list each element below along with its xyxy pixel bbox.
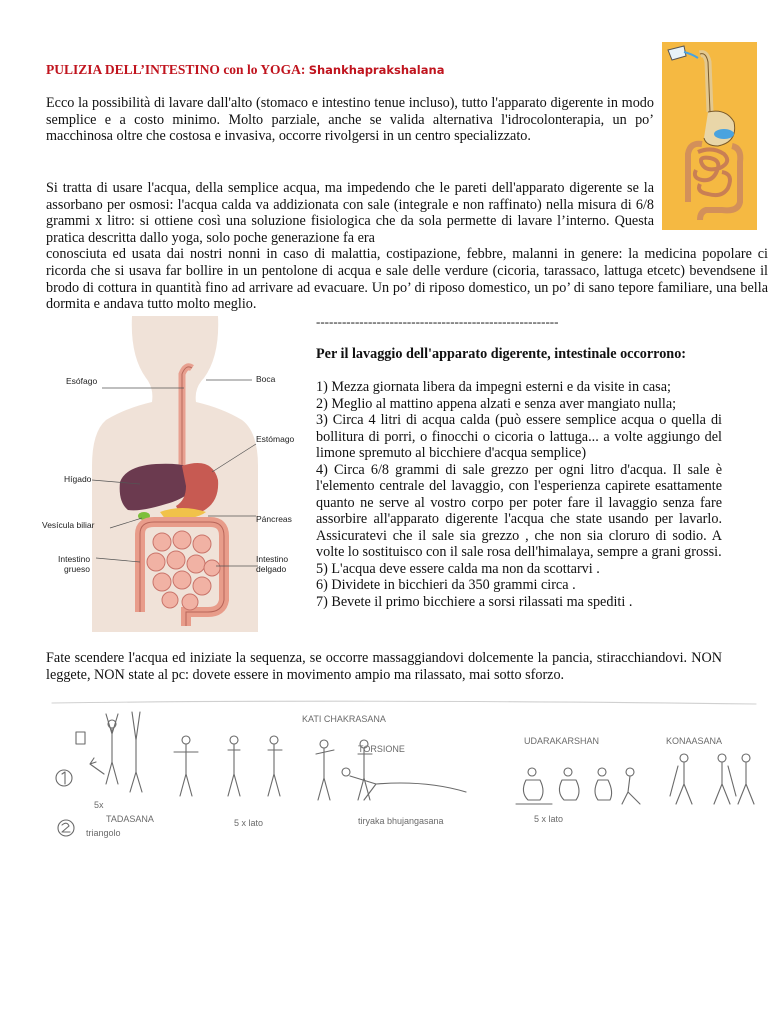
requirement-item-6: 6) Dividete in bicchieri da 350 grammi circa . bbox=[316, 577, 576, 593]
sketch-label-tiryaka: tiryaka bhujangasana bbox=[358, 816, 444, 826]
digestive-system-diagram bbox=[36, 316, 304, 632]
label-intestino-grueso-2: grueso bbox=[64, 564, 90, 574]
sketch-label-tadasana: TADASANA bbox=[106, 814, 154, 824]
sketch-label-five-x: 5x bbox=[94, 800, 104, 810]
separator-line: -------------------------------------------------------- bbox=[316, 314, 559, 329]
intro-paragraph-2 bbox=[46, 180, 768, 313]
sketch-label-udarakarshan: UDARAKARSHAN bbox=[524, 736, 600, 746]
label-boca: Boca bbox=[256, 374, 276, 384]
label-esofago: Esófago bbox=[66, 376, 98, 386]
requirement-item-1: 1) Mezza giornata libera da impegni esterni e da visite in casa; bbox=[316, 379, 671, 395]
requirement-item-7: 7) Bevete il primo bicchiere a sorsi rilassati ma spediti . bbox=[316, 593, 633, 610]
label-intestino-delgado-1: Intestino bbox=[256, 554, 289, 564]
label-intestino-delgado-2: delgado bbox=[256, 564, 287, 574]
label-higado: Hígado bbox=[64, 474, 92, 484]
requirement-item-3: 3) Circa 4 litri di acqua calda (può essere semplice acqua o quella di bollitura di porri, o finocchi o cicoria o lattuga... a volte aggiungo del limone spremuto al bicchiere d'acqua semplice) bbox=[316, 412, 722, 461]
requirements-heading: Per il lavaggio dell'apparato digerente, intestinale occorrono: bbox=[316, 346, 687, 362]
sketch-label-trikonasana: triangolo bbox=[86, 828, 121, 838]
requirement-item-5: 5) L'acqua deve essere calda ma non da scottarvi . bbox=[316, 560, 600, 577]
intro-paragraph-2-part-b: conosciuta ed usata dai nostri nonni in caso di malattia, costipazione, febbre, malanni in genere: la medicina popolare ci ricorda che si usava far bollire in un pentolone di acqua e sale delle verdure (cicoria, tarassaco, lattuga etcetc) bevendsene il brodo di cottura in quantità fino ad arrivare ad evacuare. Un po’ di riposo domestico, un po’ di sano tepore familiare, una bella dormita e andava tutto molto meglio. bbox=[46, 246, 768, 313]
title-sub: Shankhaprakshalana bbox=[308, 63, 445, 77]
intro-paragraph-1: Ecco la possibilità di lavare dall'alto (stomaco e intestino tenue incluso), tutto l'apparato digerente in modo semplice e a costo minimo. Molto parziale, anche se valida alternativa l'idrocolonterapia, un po’ macchinosa oltre che costosa e invasiva, occorre rivolgersi in un centro specializzato. bbox=[46, 95, 654, 145]
yoga-sequence-sketch bbox=[46, 700, 760, 855]
sketch-label-torsione: TORSIONE bbox=[358, 744, 405, 754]
requirement-item-4: 4) Circa 6/8 grammi di sale grezzo per ogni litro d'acqua. Il sale è l'elemento centrale del lavaggio, con l'esperienza capirete esattamente quanto ne serve al vostro corpo per poter fare il lavaggio senza fare assorbire all'apparato digerente l'acqua che state usando per lavarlo. Assicuratevi che il sale sia grezzo , che non sia cloruro di sodio. A volte lo sostituisco con il sale rosa dell'himalaya, sempre a grani grossi. bbox=[316, 461, 722, 560]
label-vesicula: Vesícula biliar bbox=[42, 520, 95, 530]
label-intestino-grueso-1: Intestino bbox=[58, 554, 91, 564]
requirement-item-2: 2) Meglio al mattino appena alzati e senza aver mangiato nulla; bbox=[316, 395, 677, 412]
intro-paragraph-2-part-a: Si tratta di usare l'acqua, della semplice acqua, ma impedendo che le pareti dell'apparato digerente se la assorbano per osmosi: l'acqua calda va addizionata con sale (integrale e non raffinato) nella misura di 6/8 grammi x litro: si ottiene così una soluzione fisiologica che da sola permette di lavare l’interno. Questa pratica descritta dallo yoga, solo poche generazione fa era bbox=[46, 180, 654, 246]
closing-paragraph: Fate scendere l'acqua ed iniziate la sequenza, se occorre massaggiandovi dolcemente la pancia, stiracchiandovi. NON leggete, NON state al pc: dovete essere in movimento ampio ma rilassato, mai sotto sforzo. bbox=[46, 650, 722, 683]
digestive-tract-illustration bbox=[662, 42, 757, 230]
title-main: PULIZIA DELL’INTESTINO con lo YOGA: bbox=[46, 62, 306, 77]
sketch-label-kati: KATI CHAKRASANA bbox=[302, 714, 386, 724]
requirements-list bbox=[316, 379, 722, 610]
sketch-label-five-x-lato-2: 5 x lato bbox=[534, 814, 564, 824]
document-title bbox=[46, 62, 444, 78]
label-estomago: Estómago bbox=[256, 434, 295, 444]
label-pancreas: Páncreas bbox=[256, 514, 292, 524]
sketch-label-kona: KONAASANA bbox=[666, 736, 723, 746]
sketch-label-five-x-lato-1: 5 x lato bbox=[234, 818, 264, 828]
